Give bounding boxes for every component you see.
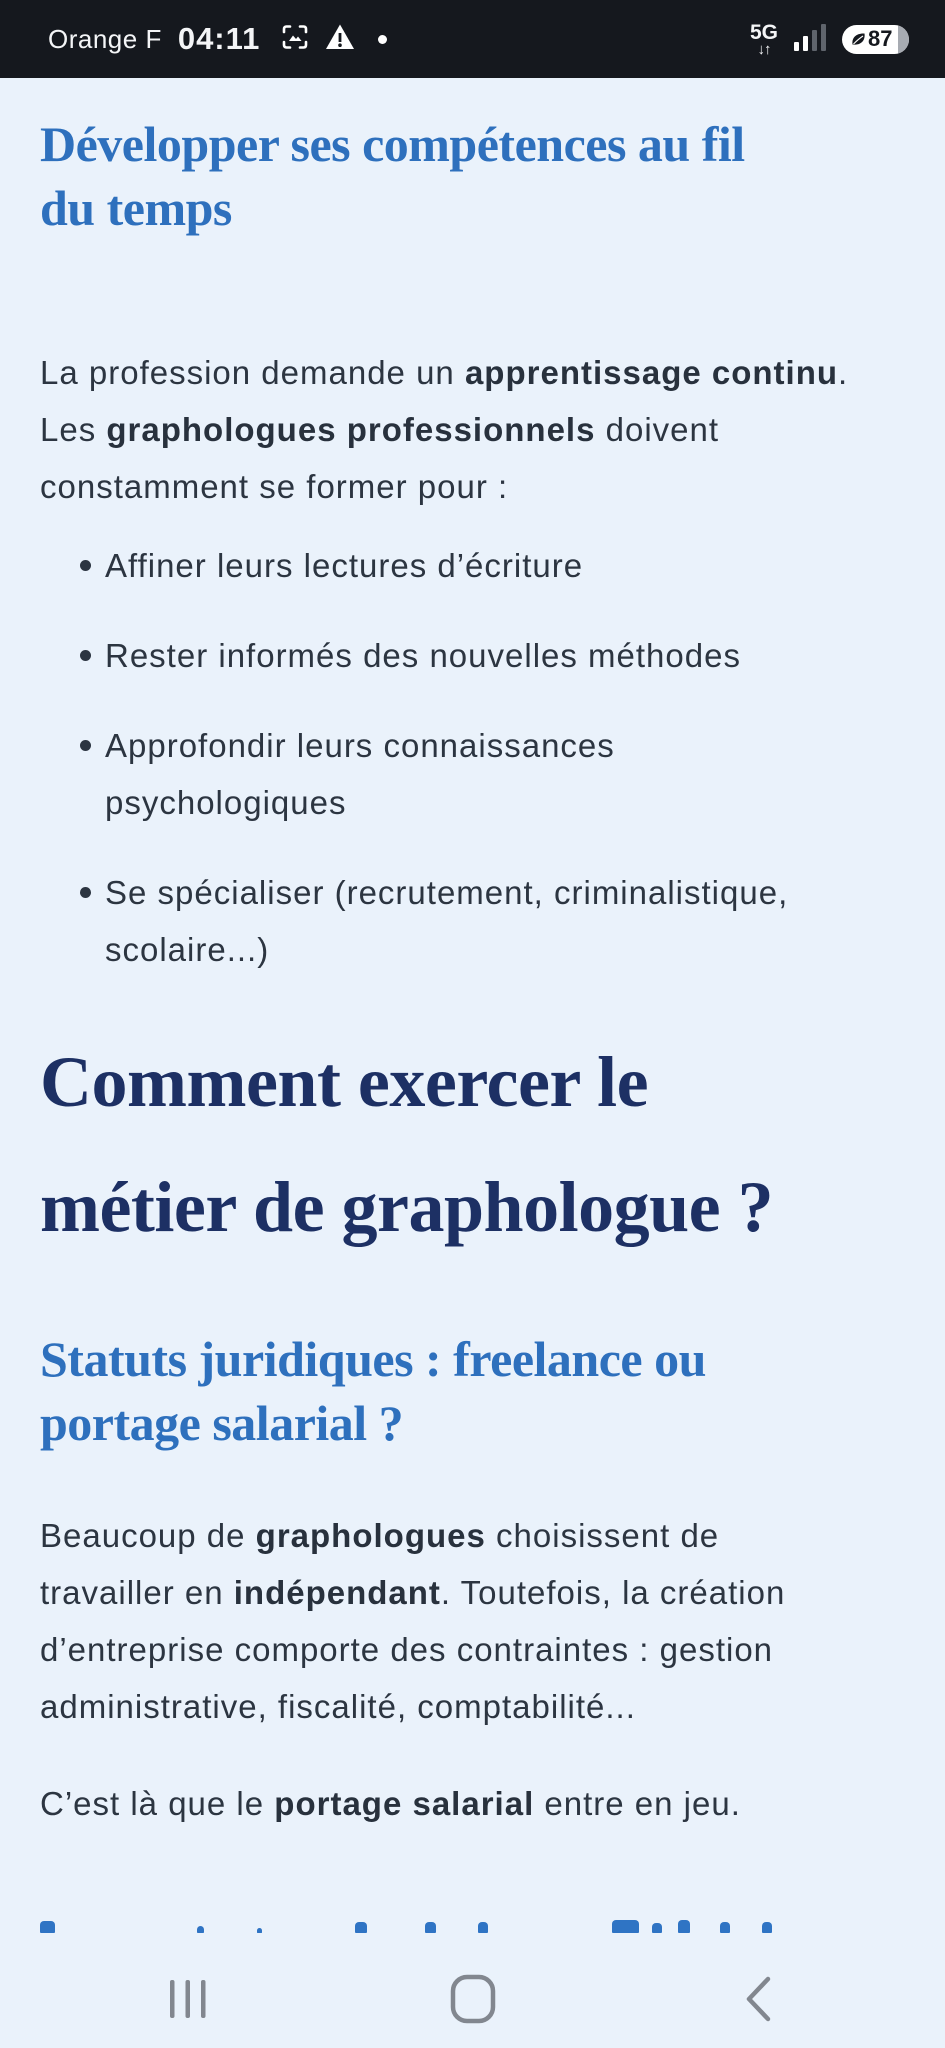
paragraph-intro: La profession demande un apprentissage continu. Les graphologues professionnels doivent constamment se former pour : xyxy=(40,354,849,505)
signal-strength-icon xyxy=(793,22,827,57)
carrier-label: Orange F xyxy=(48,23,162,54)
battery-percent: 87 xyxy=(868,26,893,51)
article-content xyxy=(0,78,945,1832)
recents-button[interactable] xyxy=(158,1971,218,2031)
paragraph-cest: C’est là que le portage salarial entre en jeu. xyxy=(40,1785,741,1822)
list-item: Se spécialiser (recrutement, criminalistique, scolaire...) xyxy=(105,864,905,978)
home-button[interactable] xyxy=(443,1971,503,2031)
paragraph-beaucoup: Beaucoup de graphologues choisissent de travailler en indépendant. Toutefois, la création d’entreprise comporte des contraintes : gestion administrative, fiscalité, comptabilité... xyxy=(40,1517,786,1725)
bold-graphologues-professionnels: graphologues professionnels xyxy=(106,411,596,448)
bold-graphologues: graphologues xyxy=(255,1517,486,1554)
battery-empty-segment xyxy=(898,25,909,54)
network-type-indicator: 5G ↓↑ xyxy=(749,20,778,58)
clipped-heading-fragments xyxy=(0,1900,945,1933)
clock: 04:11 xyxy=(177,21,261,56)
battery-indicator xyxy=(842,25,909,54)
list-item: Affiner leurs lectures d’écriture xyxy=(105,537,905,594)
android-navigation-bar xyxy=(0,1944,945,2048)
bold-portage-salarial: portage salarial xyxy=(274,1785,535,1822)
back-icon xyxy=(744,1976,772,2027)
section-heading-statuts-juridiques: Statuts juridiques : freelance ou portage salarial ? xyxy=(40,1331,706,1451)
bold-independant: indépendant xyxy=(233,1574,441,1611)
list-item: Rester informés des nouvelles méthodes xyxy=(105,627,905,684)
section-heading-developper: Développer ses compétences au fil du temps xyxy=(40,116,745,236)
home-icon xyxy=(450,1974,496,2029)
list-item: Approfondir leurs connaissances psychologiques xyxy=(105,717,905,831)
back-button[interactable] xyxy=(728,1971,788,2031)
bullet-list xyxy=(40,537,905,978)
notification-dot-icon xyxy=(378,35,387,44)
status-bar xyxy=(0,0,945,78)
power-saving-leaf-icon xyxy=(850,31,867,48)
section-heading-comment-exercer: Comment exercer le métier de graphologue ? xyxy=(40,1042,774,1247)
recents-icon xyxy=(168,1978,208,2025)
screenshot-icon xyxy=(280,22,310,57)
warning-icon xyxy=(324,22,356,57)
bold-apprentissage-continu: apprentissage continu xyxy=(464,354,839,391)
